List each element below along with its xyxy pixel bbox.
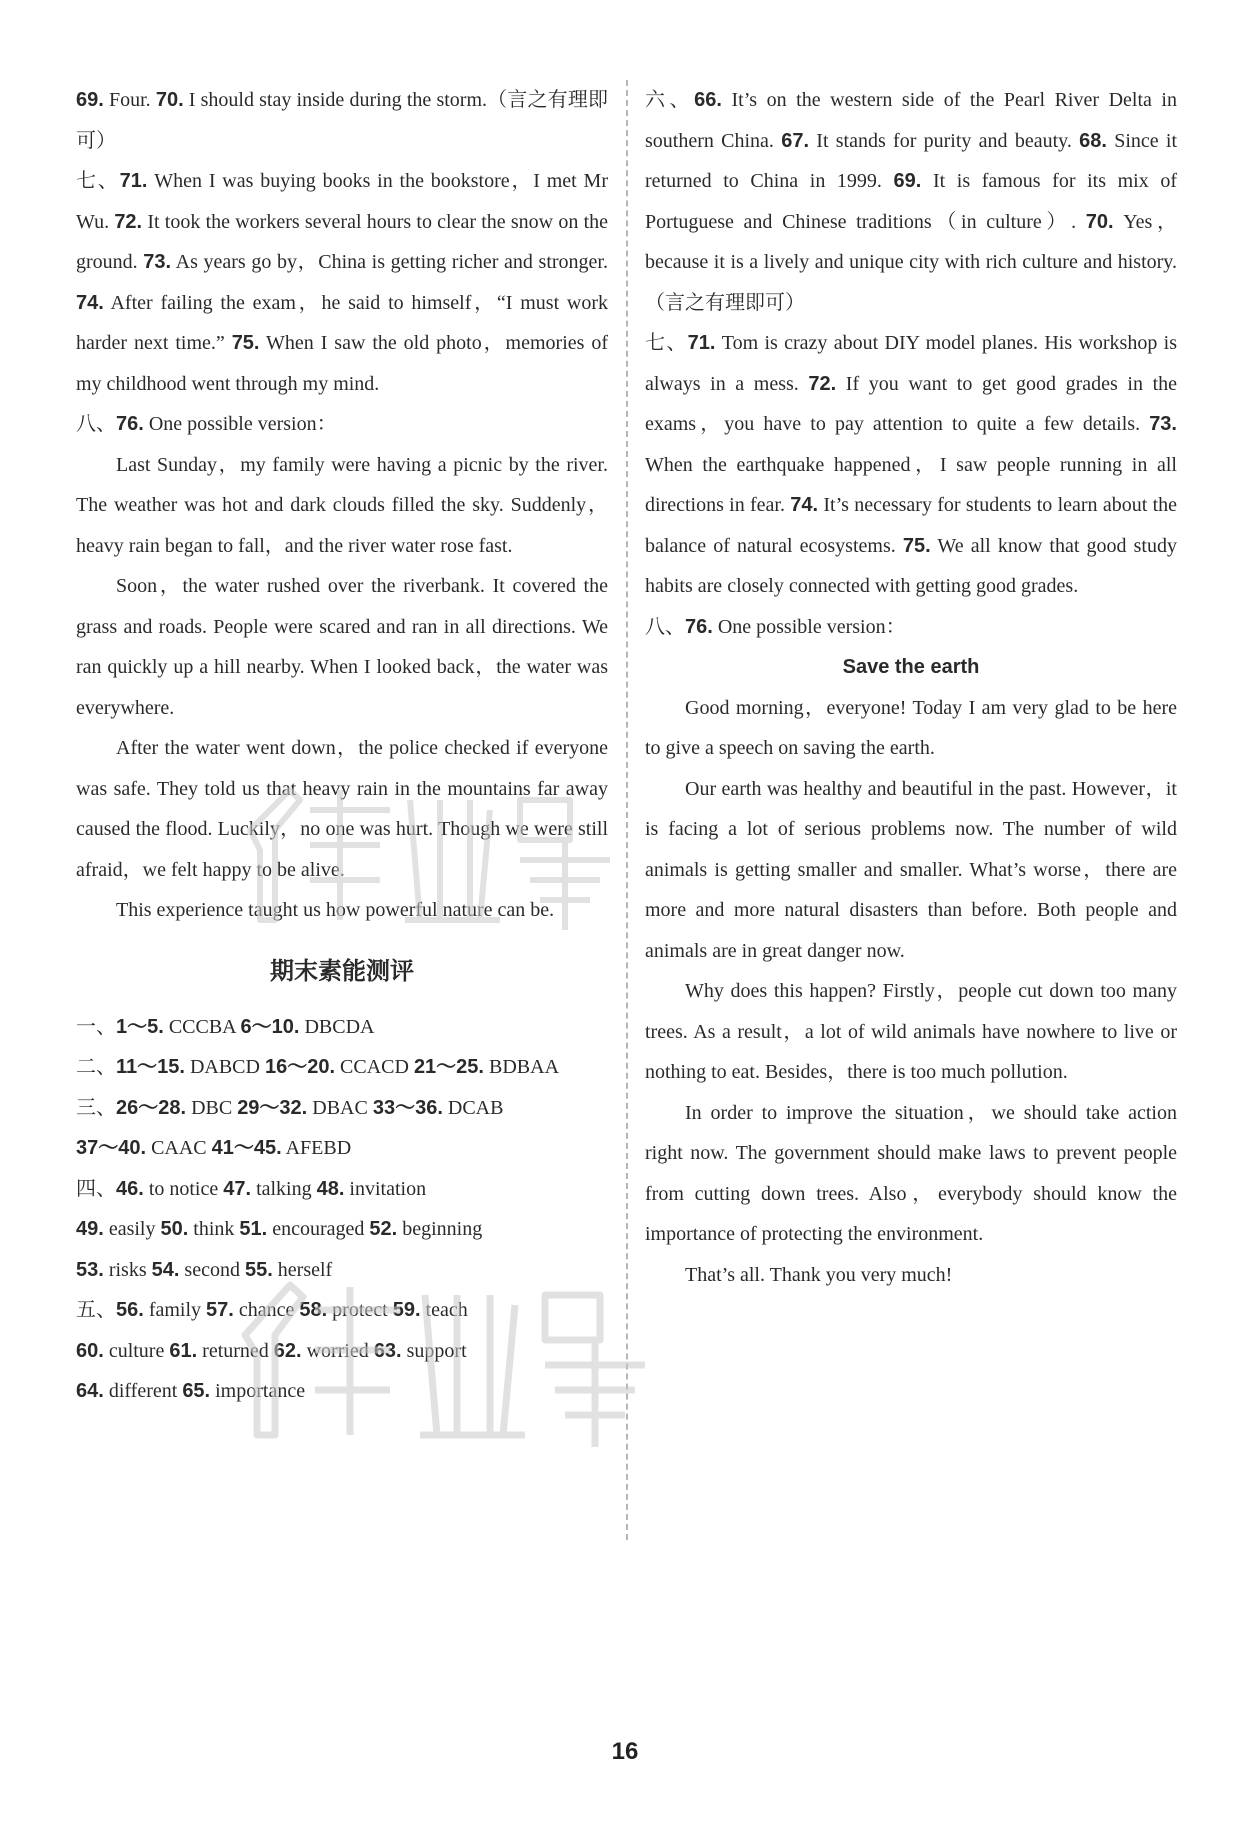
answer-text: DBC — [186, 1096, 238, 1119]
question-number: 72. — [114, 210, 143, 233]
answer-paragraph — [76, 1209, 608, 1250]
question-number: 41～45. — [211, 1137, 282, 1159]
question-number: 68. — [1079, 129, 1107, 152]
answer-text: Our earth was healthy and beautiful in the past. However，it is facing a lot of serious problems now. The number of wild animals is getting smaller and smaller. What’s worse，there are more and more natural disasters than before. Both people and animals are in great danger now. — [645, 777, 1177, 962]
question-number: 74. — [790, 494, 819, 516]
question-number: 29～32. — [237, 1096, 308, 1119]
question-number: 16～20. — [264, 1056, 336, 1078]
question-number: 72. — [808, 372, 837, 395]
question-number: 71. — [687, 332, 716, 354]
answer-paragraph — [76, 1088, 608, 1129]
answer-text: BDBAA — [484, 1056, 560, 1078]
answer-text: After failing the exam，he said to himself，“I must work harder next time.” — [76, 291, 608, 354]
answer-text: second — [179, 1258, 245, 1281]
answer-paragraph — [76, 1331, 608, 1372]
answer-text: DCAB — [442, 1096, 504, 1119]
answer-text: worried — [301, 1339, 374, 1362]
question-number: 1～5. — [116, 1015, 164, 1038]
answer-paragraph — [76, 1371, 608, 1412]
answer-text: As years go by，China is getting richer and stronger. — [171, 251, 608, 273]
answer-text: We all know that good study habits are closely connected with getting good grades. — [645, 534, 1177, 597]
answer-text: If you want to get good grades in the exams，you have to pay attention to quite a few details. — [645, 372, 1177, 435]
answer-paragraph — [76, 566, 608, 728]
answer-text: It’s necessary for students to learn about the balance of natural ecosystems. — [645, 494, 1177, 557]
question-number: 69. — [76, 89, 104, 111]
answer-paragraph — [645, 688, 1177, 769]
answer-text: 一、 — [76, 1015, 116, 1038]
question-number: 47. — [223, 1177, 252, 1200]
answer-text: CCACD — [335, 1056, 414, 1078]
answer-text: One possible version： — [712, 615, 906, 638]
question-number: 57. — [206, 1299, 234, 1321]
answer-text: Good morning，everyone! Today I am very glad to be here to give a speech on saving the earth. — [645, 696, 1177, 759]
question-number: 67. — [781, 129, 810, 152]
question-number: 64. — [76, 1380, 104, 1402]
question-number: 62. — [273, 1339, 302, 1362]
question-number: 52. — [369, 1218, 398, 1240]
answer-text: DABCD — [184, 1056, 265, 1078]
answer-text: 八、 — [76, 413, 116, 435]
question-number: 55. — [244, 1258, 273, 1281]
answer-text: Last Sunday，my family were having a picnic by the river. The weather was hot and dark clouds filled the sky. Suddenly，heavy rain began to fall，and the river water rose fast. — [76, 453, 608, 557]
question-number: 51. — [239, 1218, 268, 1240]
answer-paragraph — [76, 445, 608, 567]
question-number: 76. — [685, 615, 713, 638]
answer-text: risks — [103, 1258, 152, 1281]
answer-text: invitation — [344, 1177, 427, 1200]
question-number: 56. — [116, 1299, 144, 1321]
question-number: 49. — [76, 1218, 104, 1240]
question-number: 76. — [116, 413, 144, 435]
answer-text: Why does this happen? Firstly，people cut down too many trees. As a result，a lot of wild animals have nowhere to live or nothing to eat. Besides，there is too much pollution. — [645, 980, 1177, 1083]
answer-text: 五、 — [76, 1299, 116, 1321]
question-number: 75. — [902, 534, 931, 557]
answer-text: This experience taught us how powerful nature can be. — [116, 899, 555, 921]
answer-text: 八、 — [645, 615, 685, 638]
question-number: 59. — [392, 1299, 421, 1321]
answer-text: family — [143, 1299, 207, 1321]
answer-text: Yes，because it is a lively and unique city with rich culture and history.（言之有理即可） — [645, 210, 1177, 314]
section-title — [76, 949, 608, 993]
question-number: 70. — [155, 89, 184, 111]
answer-text: After the water went down，the police checked if everyone was safe. They told us that heavy rain in the mountains far away caused the flood. Luckily，no one was hurt. Though we were still afraid，we felt happy to be alive. — [76, 737, 608, 881]
question-number: 69. — [893, 170, 922, 192]
question-number: 73. — [1149, 413, 1177, 435]
answer-text: It is famous for its mix of Portuguese and Chinese traditions（in culture）. — [645, 170, 1177, 233]
answer-paragraph — [645, 323, 1177, 607]
answer-paragraph — [645, 80, 1177, 323]
answer-text: 七、 — [76, 170, 120, 192]
answer-text: teach — [420, 1299, 468, 1321]
answer-paragraph — [76, 404, 608, 445]
answer-text: It stands for purity and beauty. — [809, 129, 1080, 152]
answer-paragraph — [76, 890, 608, 931]
answer-text: Save the earth — [842, 656, 980, 678]
answer-text: When the earthquake happened，I saw people running in all directions in fear. — [645, 453, 1177, 516]
answer-text: It took the workers several hours to clear the snow on the ground. — [76, 210, 609, 273]
left-column — [76, 80, 608, 1412]
answer-paragraph — [76, 1169, 608, 1210]
answer-paragraph — [645, 1255, 1177, 1296]
answer-text: chance — [233, 1299, 300, 1321]
answer-paragraph — [76, 161, 608, 404]
answer-text: Since it returned to China in 1999. — [645, 129, 1178, 192]
column-divider — [626, 80, 628, 1540]
answer-text: When I was buying books in the bookstore，I met Mr Wu. — [76, 170, 608, 233]
answer-text: One possible version： — [143, 413, 337, 435]
answer-text: importance — [210, 1380, 306, 1402]
answer-text: When I saw the old photo，memories of my childhood went through my mind. — [76, 332, 608, 395]
answer-text: easily — [103, 1218, 161, 1240]
question-number: 46. — [116, 1177, 144, 1200]
answer-text: In order to improve the situation，we should take action right now. The government should make laws to prevent people from cutting down trees. Also，everybody should know the importance of protecting the environment. — [645, 1101, 1177, 1245]
answer-text: CAAC — [146, 1137, 212, 1159]
answer-paragraph — [76, 1290, 608, 1331]
question-number: 11～15. — [116, 1056, 185, 1078]
answer-text: different — [103, 1380, 183, 1402]
question-number: 65. — [182, 1380, 211, 1402]
answer-text: 二、 — [76, 1056, 116, 1078]
answer-text: 七、 — [645, 332, 688, 354]
answer-text: It’s on the western side of the Pearl River Delta in southern China. — [645, 89, 1177, 152]
answer-paragraph — [76, 1007, 608, 1048]
answer-text: talking — [251, 1177, 317, 1200]
answer-text: AFEBD — [281, 1137, 352, 1159]
answer-paragraph — [76, 728, 608, 890]
answer-text: That’s all. Thank you very much! — [685, 1263, 953, 1286]
answer-text: think — [188, 1218, 240, 1240]
answer-text: Soon，the water rushed over the riverbank. It covered the grass and roads. People were scared and ran in all directions. We ran quickly up a hill nearby. When I looked back，the water was everywhere. — [76, 575, 608, 719]
question-number: 63. — [373, 1339, 402, 1362]
answer-text: 三、 — [76, 1096, 116, 1119]
answer-text: DBAC — [307, 1096, 373, 1119]
question-number: 33～36. — [372, 1096, 443, 1119]
answer-paragraph — [76, 1128, 608, 1169]
answer-paragraph — [645, 971, 1177, 1093]
question-number: 54. — [151, 1258, 180, 1281]
answer-text: Four. — [103, 89, 156, 111]
answer-text: 期末素能测评 — [270, 956, 414, 985]
question-number: 75. — [231, 332, 260, 354]
answer-text: 六、 — [645, 89, 695, 111]
question-number: 37～40. — [76, 1137, 147, 1159]
answer-text: encouraged — [267, 1218, 370, 1240]
question-number: 61. — [169, 1339, 198, 1362]
question-number: 74. — [76, 291, 104, 314]
answer-text: returned — [197, 1339, 274, 1362]
question-number: 48. — [316, 1177, 345, 1200]
question-number: 58. — [299, 1299, 328, 1321]
question-number: 21～25. — [413, 1056, 484, 1078]
answer-text: support — [401, 1339, 467, 1362]
answer-text: DBCDA — [299, 1015, 375, 1038]
answer-paragraph — [645, 769, 1177, 972]
answer-paragraph — [645, 1093, 1177, 1255]
answer-text: CCCBA — [163, 1015, 241, 1038]
answer-text: beginning — [397, 1218, 483, 1240]
question-number: 60. — [76, 1339, 104, 1362]
essay-title — [645, 647, 1177, 688]
page-number: 16 — [611, 1738, 639, 1765]
answer-text: protect — [327, 1299, 393, 1321]
question-number: 70. — [1085, 210, 1114, 233]
answer-text: culture — [103, 1339, 170, 1362]
question-number: 50. — [160, 1218, 189, 1240]
question-number: 71. — [119, 170, 148, 192]
right-column — [645, 80, 1177, 1295]
question-number: 26～28. — [116, 1096, 187, 1119]
answer-text: to notice — [143, 1177, 224, 1200]
answer-text: I should stay inside during the storm.（言之有理即可） — [76, 89, 608, 152]
question-number: 73. — [143, 251, 172, 273]
answer-paragraph — [76, 80, 608, 161]
answer-text: Tom is crazy about DIY model planes. His workshop is always in a mess. — [645, 332, 1177, 395]
answer-paragraph — [76, 1047, 608, 1088]
answer-text: 四、 — [76, 1177, 116, 1200]
question-number: 66. — [694, 89, 722, 111]
question-number: 6～10. — [240, 1015, 300, 1038]
answer-paragraph — [76, 1250, 608, 1291]
answer-paragraph — [645, 607, 1177, 648]
answer-text: herself — [272, 1258, 333, 1281]
question-number: 53. — [76, 1258, 104, 1281]
